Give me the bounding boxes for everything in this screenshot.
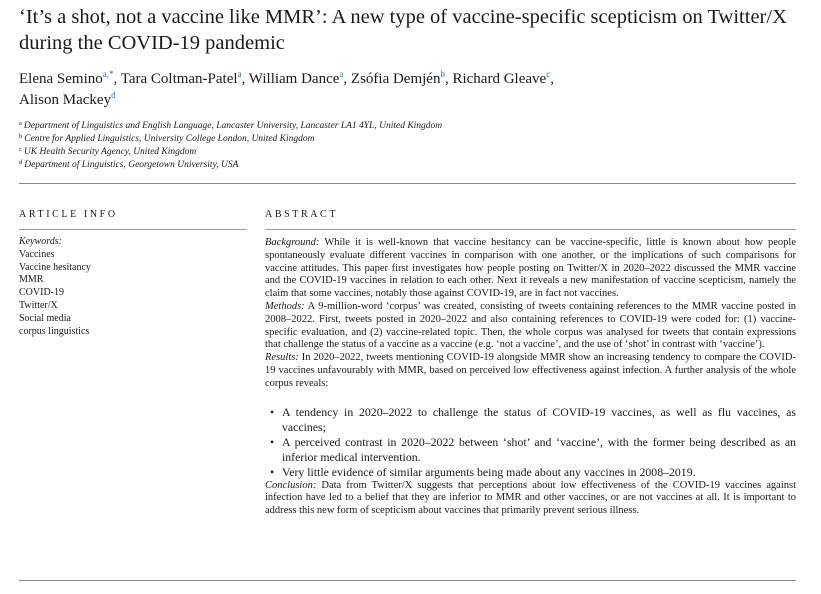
results-bullet-list xyxy=(265,405,796,480)
keyword: Vaccines xyxy=(19,248,55,260)
affiliation: $^c$ UK Health Security Agency, United Kingdom xyxy=(19,146,197,157)
author-affiliation-mark[interactable]: a xyxy=(339,69,344,79)
divider xyxy=(19,183,796,184)
list-item: • A tendency in 2020–2022 to challenge the status of COVID-19 vaccines, as well as flu vaccines, as vaccines; xyxy=(270,404,796,434)
keyword: COVID-19 xyxy=(19,287,64,299)
author-affiliation-mark[interactable]: d xyxy=(111,89,116,100)
keyword: MMR xyxy=(19,274,44,286)
keyword: Social media xyxy=(19,312,71,324)
keyword: Vaccine hesitancy xyxy=(19,261,91,273)
divider xyxy=(19,229,247,230)
author[interactable]: William Dance$^a$ xyxy=(248,69,344,87)
divider xyxy=(19,580,796,581)
author[interactable]: Alison Mackey$^d$ xyxy=(19,89,116,108)
author-affiliation-mark[interactable]: b xyxy=(440,69,445,79)
affiliation-list xyxy=(19,120,719,172)
author[interactable]: Richard Gleave$^c$ xyxy=(452,69,551,87)
affiliation: $^b$ Centre for Applied Linguistics, University College London, United Kingdom xyxy=(19,133,315,144)
author-affiliation-mark[interactable]: c xyxy=(546,69,551,79)
article-info-heading: ARTICLE INFO xyxy=(19,209,118,220)
list-item: • A perceived contrast in 2020–2022 between ‘shot’ and ‘vaccine’, with the former being described as an inferior medical intervention. xyxy=(270,434,796,464)
abstract-methods: Methods: A 9-million-word ‘corpus’ was created, consisting of tweets containing references to the MMR vaccine posted in 2008–2022. First, tweets posted in 2020–2022 and also containing references to COVID-19 were coded for: (1) vaccine-specific evaluation, and (2) vaccine-related topic. Then, the whole corpus was analysed for tweets that contain expressions that challenge the status of a vaccine as a vaccine (e.g. ‘not a vaccine’, and the use of ‘shot’ in contrast with ‘vaccine’). xyxy=(265,300,796,351)
abstract-heading: ABSTRACT xyxy=(265,209,339,220)
keyword: corpus linguistics xyxy=(19,325,90,337)
keywords-block xyxy=(19,236,247,338)
author[interactable]: Zsófia Demjén$^b$ xyxy=(350,69,445,87)
author-affiliation-mark[interactable]: a,* xyxy=(102,69,114,79)
author-list: Elena Semino$^{a,*}$, Tara Coltman-Patel$^a$, William Dance$^a$, Zsófia Demjén$^b$, Richard Gleave$^c$, Alison Mackey$^d$ xyxy=(19,69,554,108)
divider xyxy=(265,229,796,230)
article-title: ‘It’s a shot, not a vaccine like MMR’: A new type of vaccine-specific scepticism on Twitter/X during the COVID-19 pandemic xyxy=(19,6,787,54)
affiliation: $^a$ Department of Linguistics and English Language, Lancaster University, Lancaster LA1 4YL, United Kingdom xyxy=(19,120,443,131)
abstract-body xyxy=(265,237,796,518)
keyword: Twitter/X xyxy=(19,299,58,311)
abstract-results: Results: In 2020–2022, tweets mentioning COVID-19 alongside MMR show an increasing tendency to compare the COVID-19 vaccines unfavourably with MMR, based on perceived low effectiveness against infection. A further analysis of the whole corpus reveals: xyxy=(265,352,796,389)
list-item: • Very little evidence of similar arguments being made about any vaccines in 2008–2019. xyxy=(270,464,696,479)
bullet-icon: • xyxy=(270,404,275,419)
keywords-label: Keywords: xyxy=(19,236,62,247)
affiliation: $^d$ Department of Linguistics, Georgetown University, USA xyxy=(19,159,239,170)
abstract-background: Background: While it is well-known that vaccine hesitancy can be vaccine-specific, little is known about how people spontaneously evaluate different vaccines in comparison with one another, or the implications of such comparisons for vaccine attitudes. This paper first investigates how people posting on Twitter/X in 2020–2022 discussed the MMR vaccine and the COVID-19 vaccines in relation to each other. Next it reveals a new manifestation of vaccine scepticism, namely the claim that some vaccines, notably those against COVID-19, are in fact not vaccines. xyxy=(265,237,796,300)
author-affiliation-mark[interactable]: a xyxy=(237,69,242,79)
author[interactable]: Elena Semino$^{a,*}$ xyxy=(19,69,114,87)
bullet-icon: • xyxy=(270,464,275,479)
author[interactable]: Tara Coltman-Patel$^a$ xyxy=(120,69,242,87)
abstract-conclusion: Conclusion: Data from Twitter/X suggests that perceptions about low effectiveness of the COVID-19 vaccines against infection have led to a belief that they are inferior to MMR and other vaccines, or are not vaccines at all. It is important to address this new form of scepticism about vaccines that primarily prevent serious illness. xyxy=(265,479,796,517)
bullet-icon: • xyxy=(270,434,275,449)
